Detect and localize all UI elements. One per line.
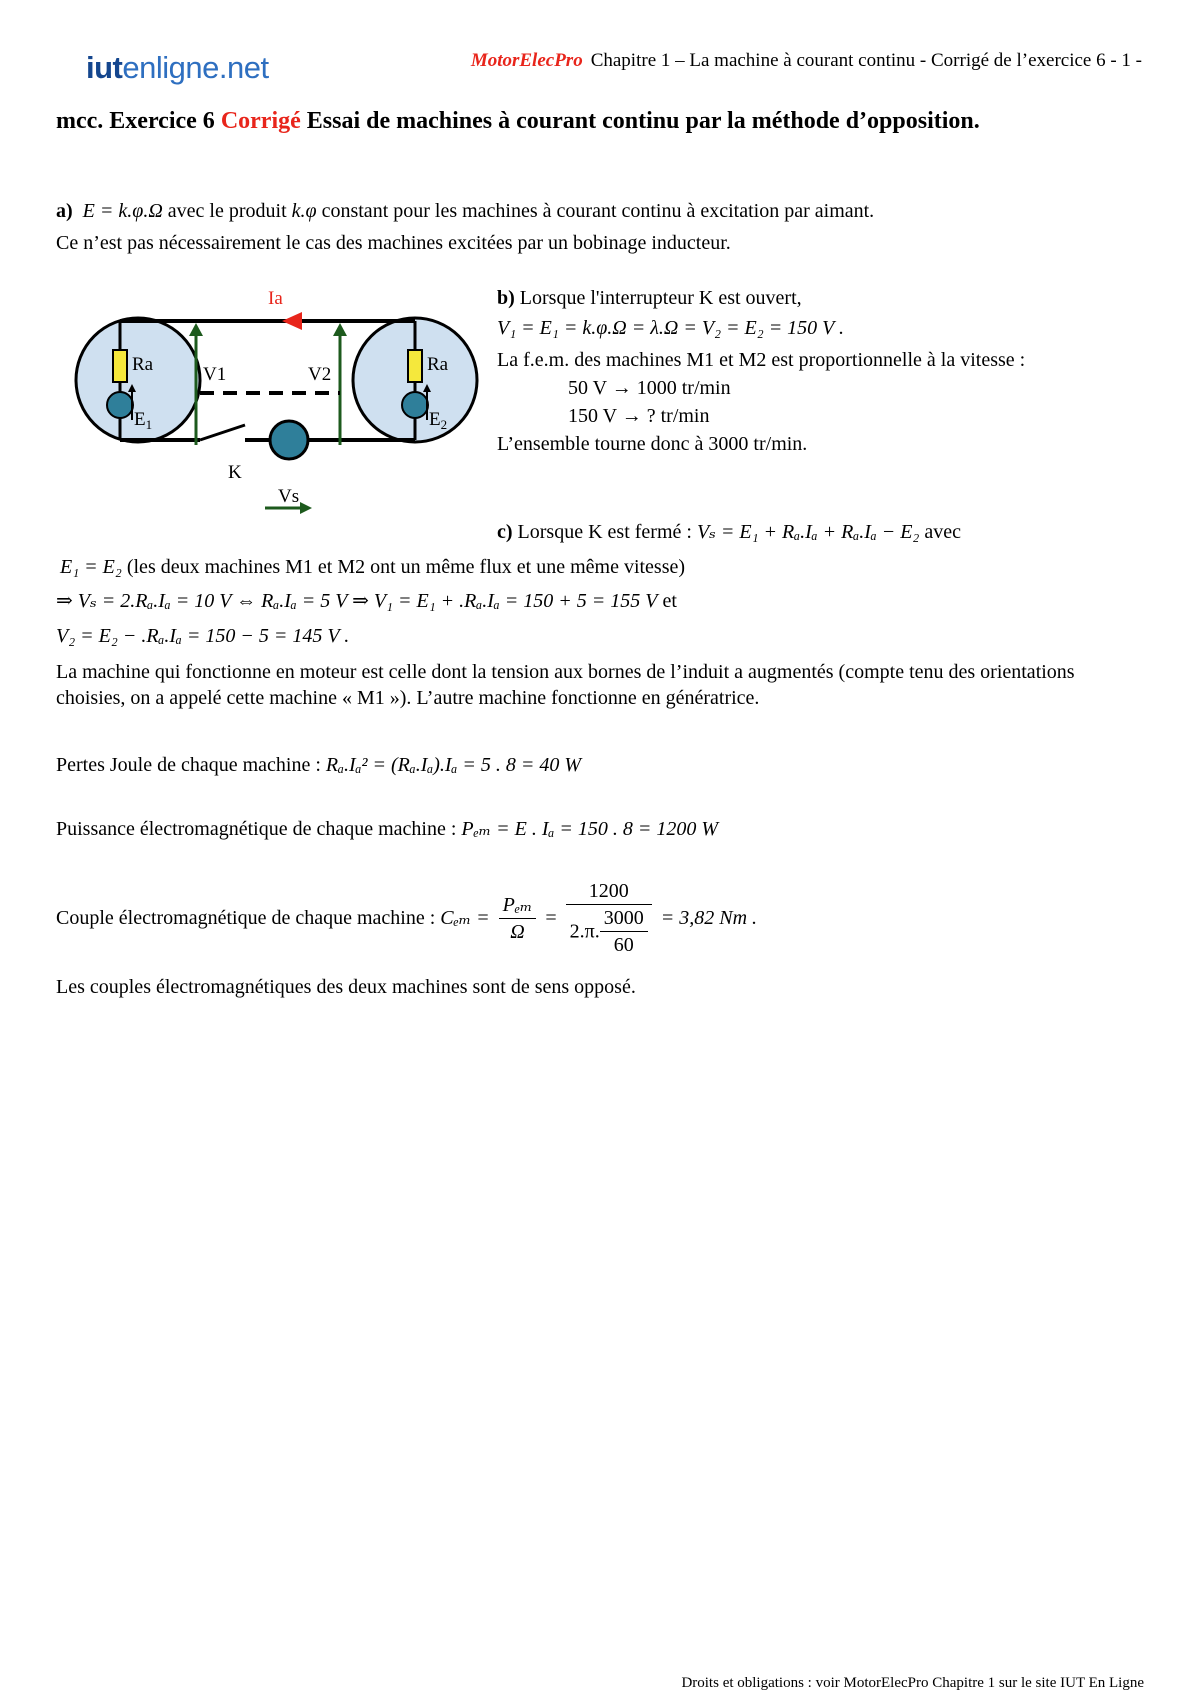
source-e1 [107,392,133,418]
page-footer: Droits et obligations : voir MotorElecPro Chapitre 1 sur le site IUT En Ligne [681,1675,1144,1691]
section-b-line3: La f.e.m. des machines M1 et M2 est proportionnelle à la vitesse : [497,349,1026,371]
couple-fraction-1 [499,892,537,945]
section-c-line1-end: avec [919,521,962,543]
couple-fraction-3 [600,905,648,958]
v1-arrow-head [189,323,203,336]
label-ra-right: Ra [427,354,449,375]
couple-f2-den [566,905,652,958]
couple-fraction-2 [566,878,652,958]
section-a-formula: E = k.φ.Ω [82,200,163,222]
section-b-line6: L’ensemble tourne donc à 3000 tr/min. [497,433,808,455]
page-title [56,105,1146,137]
resistor-right [408,350,422,382]
label-v1: V1 [203,364,227,385]
page-header [471,50,1142,72]
section-a-label: a) [56,200,73,222]
section-a-line1 [56,199,874,223]
puissance-formula: Pₑₘ = E . Iₐ = 150 . 8 = 1200 W [461,818,718,840]
label-e2: $E_2$ [429,409,448,432]
header-brand: MotorElecPro [470,50,583,71]
label-ia: Ia [268,288,283,309]
couple-f1-den: Ω [510,920,525,943]
ia-arrow [282,312,302,330]
switch-k [200,425,245,440]
source-vs [270,421,308,459]
conclusion-text: Les couples électromagnétiques des deux machines sont de sens opposé. [56,976,636,998]
section-c-paragraph: La machine qui fonctionne en moteur est celle dont la tension aux bornes de l’induit a augmentés (compte tenu des orientations choisies, on a appelé cette machine « M1 »). L’autre machine fonctionne en génératrice. [56,661,1075,709]
resistor-left [113,350,127,382]
label-vs: Vs [278,486,300,507]
section-c-line1-formula: Vₛ = E₁ + Rₐ.Iₐ + Rₐ.Iₐ − E₂ [696,521,920,543]
couple-f2-num: 1200 [566,878,652,905]
vs-arrow-head [300,502,312,514]
section-c-line3-end: et [657,590,677,612]
section-b-line4: 50 V → 1000 tr/min [568,377,731,399]
label-e1: $E_1$ [134,409,153,432]
section-c-line2-text: (les deux machines M1 et M2 ont un même flux et une même vitesse) [121,556,686,578]
title-corrige: Corrigé [220,108,301,134]
pertes-line [56,753,581,777]
pertes-formula: Rₐ.Iₐ² = (Rₐ.Iₐ).Iₐ = 5 . 8 = 40 W [325,754,582,776]
logo-domain: enligne.net [122,50,269,85]
v2-arrow-head [333,323,347,336]
circuit-diagram [50,280,490,520]
section-b-line1-text: Lorsque l'interrupteur K est ouvert, [514,287,802,309]
title-part2: Essai de machines à courant continu par la méthode d’opposition. [300,108,980,134]
site-logo [86,50,269,86]
section-c-line3-formula: ⇒ Vₛ = 2.Rₐ.Iₐ = 10 V ⇔ Rₐ.Iₐ = 5 V ⇒ V₁ = E₁ + .Rₐ.Iₐ = 150 + 5 = 155 V [56,590,658,612]
section-a-text2: constant pour les machines à courant continu à excitation par aimant. [316,200,875,222]
puissance-line [56,817,718,841]
section-c-line3 [56,589,677,613]
section-b-line5: 150 V → ? tr/min [568,405,710,427]
couple-f2-den-pre: 2.π. [569,920,600,943]
section-c-line1-text: Lorsque K est fermé : [512,521,697,543]
section-c-label: c) [497,521,513,543]
logo-iut: iut [86,50,123,85]
label-v2: V2 [308,364,332,385]
section-b-line1 [497,286,802,310]
section-b-line2: V₁ = E₁ = k.φ.Ω = λ.Ω = V₂ = E₂ = 150 V . [497,317,845,339]
section-a-text1: avec le produit [162,200,292,222]
section-b-label: b) [497,287,515,309]
puissance-text: Puissance électromagnétique de chaque machine : [56,818,462,840]
couple-f1-num: Pₑₘ [499,892,537,919]
couple-eq: = [545,907,557,929]
label-ra-left: Ra [132,354,154,375]
section-a-line2: Ce n’est pas nécessairement le cas des machines excitées par un bobinage inducteur. [56,232,731,254]
source-e2 [402,392,428,418]
pertes-text: Pertes Joule de chaque machine : [56,754,326,776]
section-c-line1 [497,520,961,544]
title-part1: mcc. Exercice 6 [56,108,221,134]
section-c-line4: V₂ = E₂ − .Rₐ.Iₐ = 150 − 5 = 145 V . [56,625,350,647]
label-k: K [228,462,242,483]
couple-f3-num: 3000 [600,905,648,932]
header-text: Chapitre 1 – La machine à courant continu - Corrigé de l’exercice 6 - 1 - [590,50,1142,71]
section-a-formula2: k.φ [291,200,317,222]
section-c-line2 [60,555,685,579]
couple-line [56,878,757,958]
couple-f3-den: 60 [613,934,634,956]
couple-result: = 3,82 Nm . [660,907,758,929]
couple-text: Couple électromagnétique de chaque machine : [56,907,441,929]
section-c-line2-formula: E₁ = E₂ [60,556,122,578]
couple-lhs: Cₑₘ = [440,907,490,929]
